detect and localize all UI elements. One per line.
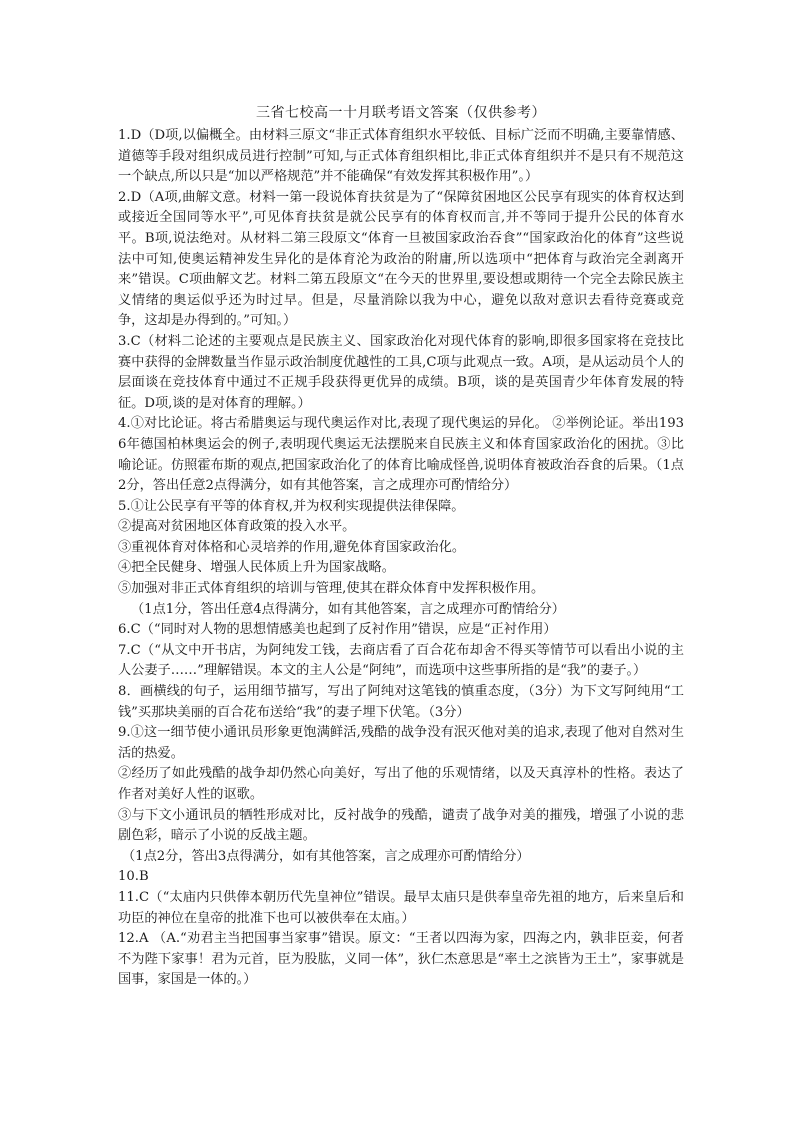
- answer-9-scoring-note: （1点2分，答出3点得满分，如有其他答案，言之成理亦可酌情给分）: [122, 848, 530, 864]
- answer-5-point-2: ②提高对贫困地区体育政策的投入水平。: [118, 519, 356, 535]
- answer-6: 6.C（“同时对人物的思想情感美也起到了反衬作用”错误，应是“正衬作用）: [118, 622, 557, 638]
- answer-9-point-2: ②经历了如此残酷的战争却仍然心向美好，写出了他的乐观情绪，以及天真淳朴的性格。表达了作者对美好人性的讴歌。: [118, 766, 684, 802]
- document-title: 三省七校高一十月联考语文答案（仅供参考）: [256, 105, 546, 121]
- answer-5-point-5: ⑤加强对非正式体育组织的培训与管理,使其在群众体育中发挥积极作用。: [118, 581, 545, 597]
- answer-9-point-3: ③与下文小通讯员的牺牲形成对比，反衬战争的残酷，谴责了战争对美的摧残，增强了小说的悲剧色彩，暗示了小说的反战主题。: [118, 807, 684, 844]
- answer-9-point-1: 9.①这一细节使小通讯员形象更饱满鲜活,残酷的战争没有泯灭他对美的追求,表现了他对自然对生活的热爱。: [118, 725, 684, 761]
- answer-3: 3.C（材料二论述的主要观点是民族主义、国家政治化对现代体育的影响,即很多国家将在竞技比赛中获得的金牌数量当作显示政治制度优越性的工具,C项与此观点一致。A项，是从运动员个人的层面谈在竞技体育中通过不正规手段获得更优异的成绩。B项，谈的是英国青少年体育发展的特征。D项,谈的是对体育的理解。）: [118, 333, 684, 411]
- answer-8: 8．画横线的句子，运用细节描写，写出了阿纯对这笔钱的慎重态度，（3分）为下文写阿纯用“工钱”买那块美丽的百合花布送给“我”的妻子埋下伏笔。（3分）: [118, 684, 684, 720]
- answer-4: 4.①对比论证。将古希腊奥运与现代奥运作对比,表现了现代奥运的异化。 ②举例论证。举出1936年德国柏林奥运会的例子,表明现代奥运无法摆脱来自民族主义和体育国家政治化的困扰。③比喻论证。仿照霍布斯的观点,把国家政治化了的体育比喻成怪兽,说明体育被政治吞食的后果。（1点2分，答出任意2点得满分，如有其他答案，言之成理亦可酌情给分）: [118, 416, 684, 494]
- answer-7: 7.C（“从文中开书店，为阿纯发工钱，去商店看了百合花布却舍不得买等情节可以看出小说的主人公妻子……”理解错误。本文的主人公是“阿纯”，而选项中这些事所指的是“我”的妻子。）: [118, 642, 684, 679]
- answer-11: 11.C（“太庙内只供俸本朝历代先皇神位”错误。最早太庙只是供奉皇帝先祖的地方，后来皇后和功臣的神位在皇帝的批准下也可以被供奉在太庙。）: [118, 889, 684, 926]
- answer-5-point-1: 5.①让公民享有平等的体育权,并为权利实现提供法律保障。: [118, 498, 465, 514]
- answer-12: 12.A （A.“劝君主当把国事当家事”错误。原文：“王者以四海为家，四海之内，孰非臣妾，何者不为陛下家事！君为元首，臣为股肱，义同一体”，狄仁杰意思是“率土之滨皆为王土”，家事就是国事，家国是一体的。）: [118, 931, 684, 988]
- answer-10: 10.B: [118, 869, 149, 885]
- answer-1: 1.D（D项,以偏概全。由材料三原文“非正式体育组织水平较低、目标广泛而不明确,主要靠情感、道德等手段对组织成员进行控制”可知,与正式体育组织相比,非正式体育组织并不是只有不规范这一个缺点,所以只是“加以严格规范”并不能确保“有效发挥其积极作用”。）: [118, 128, 684, 185]
- answer-2: 2.D（A项,曲解文意。材料一第一段说体育扶贫是为了“保障贫困地区公民享有现实的体育权达到或接近全国同等水平”,可见体育扶贫是就公民享有的体育权而言,并不等同于提升公民的体育水平。B项,说法绝对。从材料二第三段原文“体育一旦被国家政治吞食”“国家政治化的体育”这些说法中可知,使奥运精神发生异化的是体育沦为政治的附庸,所以选项中“把体育与政治完全剥离开来”错误。C项曲解文艺。材料二第五段原文“在今天的世界里,要设想或期待一个完全去除民族主义情绪的奥运似乎还为时过早。但是，尽量消除以我为中心，避免以敌对意识去看待竞赛或竞争，这却是办得到的。”可知。）: [118, 189, 684, 329]
- answer-5-point-4: ④把全民健身、增强人民体质上升为国家战略。: [118, 560, 395, 576]
- answer-5-point-3: ③重视体育对体格和心灵培养的作用,避免体育国家政治化。: [118, 539, 466, 555]
- answer-5-scoring-note: （1点1分，答出任意4点得满分，如有其他答案，言之成理亦可酌情给分）: [131, 601, 565, 617]
- answer-document: [118, 102, 684, 991]
